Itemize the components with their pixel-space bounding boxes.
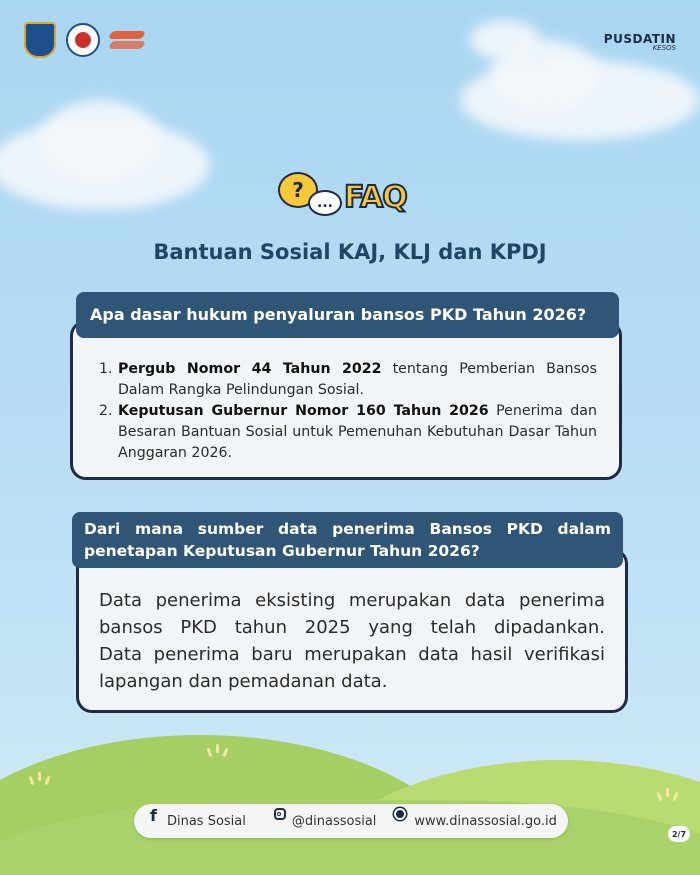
website-url: www.dinassosial.go.id (414, 813, 557, 829)
partner-logos (24, 22, 146, 58)
answer-1-item-2 (117, 401, 597, 464)
brand-sub: KESOS (652, 44, 676, 52)
website-icon (394, 808, 406, 820)
instagram-icon (274, 808, 286, 820)
dots-bubble-icon: ... (308, 190, 342, 216)
item-1-bold: Pergub Nomor 44 Tahun 2022 (118, 361, 382, 377)
answer-1-box (70, 320, 622, 480)
faq-label: FAQ (344, 180, 407, 215)
brand-name: PUSDATIN (603, 32, 676, 46)
dki-jakarta-emblem-icon (24, 22, 56, 58)
answer-2-line-1: Data penerima eksisting merupakan data penerima (99, 590, 605, 611)
question-2-header (72, 512, 623, 568)
cloud-top (470, 20, 540, 60)
answer-1-list (97, 359, 597, 464)
item-1-rest: tentang Pemberian Bansos Dalam Rangka Pelindungan Sosial. (118, 361, 597, 398)
question-1-header: Apa dasar hukum penyaluran bansos PKD Tahun 2026? (76, 292, 619, 338)
facebook-handle: Dinas Sosial (166, 813, 246, 829)
answer-2-line-4: lapangan dan pemadanan data. (99, 671, 388, 692)
social-footer (134, 804, 568, 838)
item-2-rest: Penerima dan Besaran Bantuan Sosial untuk Pemenuhan Kebutuhan Dasar Tahun Anggaran 2026. (118, 403, 597, 461)
question-2-line-1: Dari mana sumber data penerima Bansos PKD dalam (84, 520, 611, 538)
facebook-icon: f (150, 805, 157, 825)
answer-2-box (76, 548, 628, 713)
round-institution-logo-icon (66, 23, 100, 57)
page-title: Bantuan Sosial KAJ, KLJ dan KPDJ (153, 240, 547, 264)
page-indicator: 2/7 (668, 826, 690, 842)
red-swoosh-logo-icon (110, 29, 146, 51)
faq-badge (278, 172, 418, 228)
grass-sparkle (666, 788, 669, 797)
cloud-left-puff (40, 100, 160, 180)
answer-2-line-3: Data penerima baru merupakan data hasil verifikasi (99, 644, 605, 665)
question-bubble-icon: ? (278, 172, 318, 208)
instagram-handle: @dinassosial (291, 813, 377, 829)
answer-1-item-1 (117, 359, 597, 401)
grass-sparkle (216, 744, 219, 753)
question-2-line-2: penetapan Keputusan Gubernur Tahun 2026? (84, 542, 480, 560)
pusdatin-brand (604, 32, 676, 52)
answer-2-line-2: bansos PKD tahun 2025 yang telah dipadankan. (99, 617, 605, 638)
grass-sparkle (38, 772, 41, 781)
item-2-bold: Keputusan Gubernur Nomor 160 Tahun 2026 (118, 403, 489, 419)
